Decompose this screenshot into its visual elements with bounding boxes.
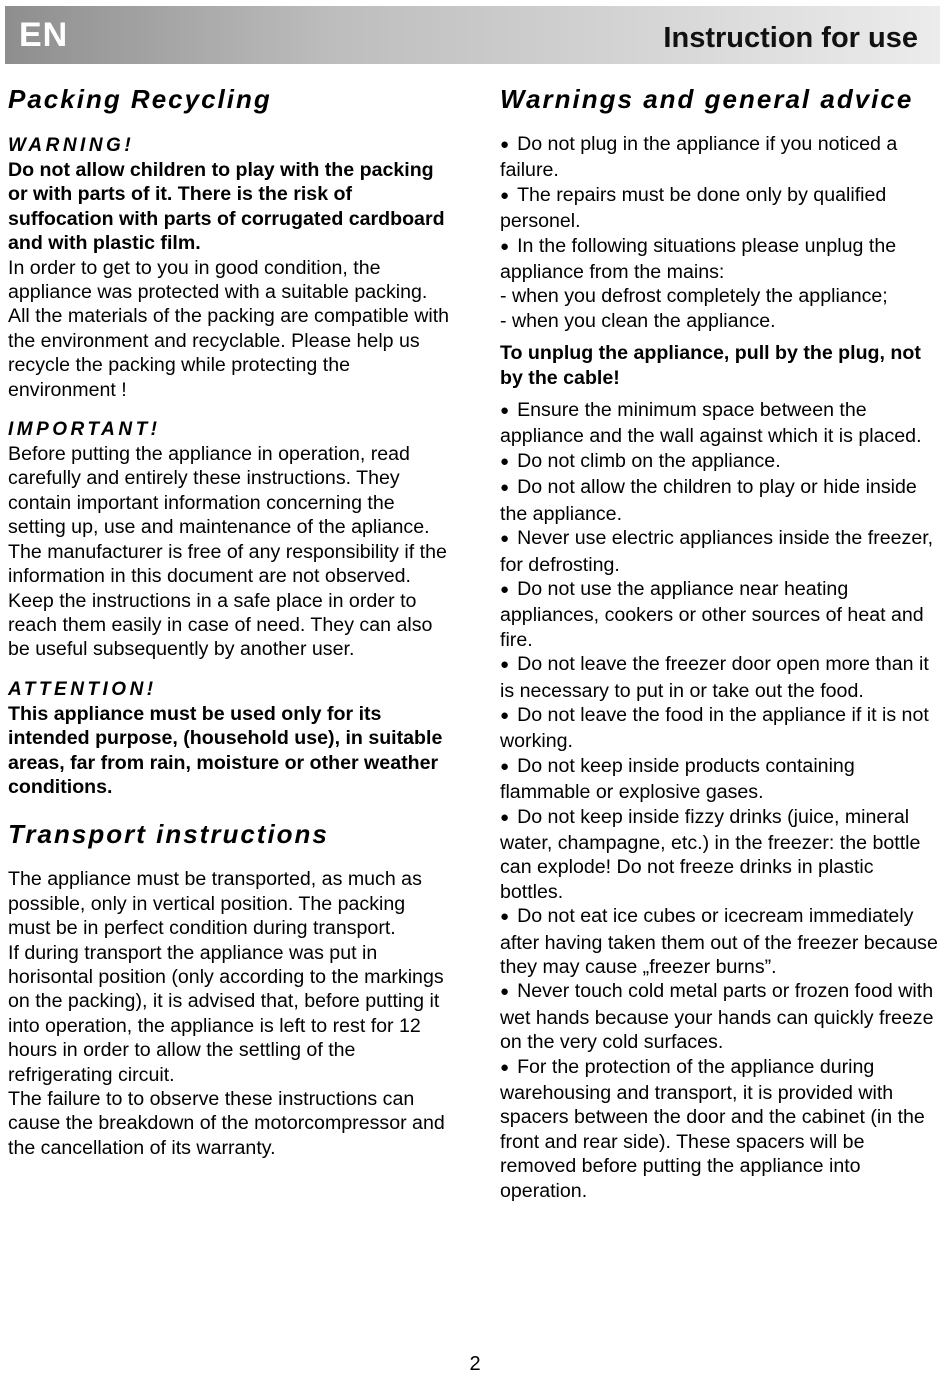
unplug-instruction: To unplug the appliance, pull by the plug, not by the cable! bbox=[500, 342, 921, 389]
warning-bullet: ● Do not climb on the appliance. bbox=[500, 449, 940, 475]
page-number: 2 bbox=[469, 1353, 481, 1375]
warning-bullet: ● Do not leave the food in the appliance if it is not working. bbox=[500, 703, 940, 754]
important-label: IMPORTANT! bbox=[8, 419, 161, 441]
attention-text: This appliance must be used only for its intended purpose, (household use), in suitable areas, far from rain, moisture or other weather conditions. bbox=[8, 702, 443, 798]
warning-bullet: ● The repairs must be done only by qualified personel. bbox=[500, 183, 940, 234]
warning-bullet: ● Do not plug in the appliance if you noticed a failure. bbox=[500, 132, 940, 183]
warning-bullet: ● Do not eat ice cubes or icecream immediately after having taken them out of the freezer because they may cause „freezer burns”. bbox=[500, 904, 940, 979]
warning-bullet: ● Do not use the appliance near heating appliances, cookers or other sources of heat and fire. bbox=[500, 577, 940, 652]
warning-bullet: ● For the protection of the appliance during warehousing and transport, it is provided with spacers between the door and the cabinet (in the front and rear side). These spacers will be removed before putting the appliance into operation. bbox=[500, 1055, 940, 1203]
warning-bullet: ● Do not keep inside products containing flammable or explosive gases. bbox=[500, 754, 940, 805]
transport-heading: Transport instructions bbox=[8, 819, 329, 850]
warning-bullet: ● Do not keep inside fizzy drinks (juice, mineral water, champagne, etc.) in the freezer: the bottle can explode! Do not freeze drinks in plastic bottles. bbox=[500, 805, 940, 905]
transport-paragraph-3: The failure to to observe these instructions can cause the breakdown of the motorcompressor and the cancellation of its warranty. bbox=[8, 1088, 445, 1159]
left-column bbox=[8, 80, 453, 1160]
page-header bbox=[5, 6, 940, 64]
warning-bullet: ● Do not allow the children to play or hide inside the appliance. bbox=[500, 475, 940, 526]
warnings-heading: Warnings and general advice bbox=[500, 84, 914, 114]
warning-text: Do not allow children to play with the packing or with parts of it. There is the risk of suffocation with parts of corrugated cardboard and with plastic film. bbox=[8, 159, 445, 255]
transport-paragraph-1: The appliance must be transported, as much as possible, only in vertical position. The packing must be in perfect condition during transport. bbox=[8, 868, 422, 940]
warning-dash-item: - when you defrost completely the appliance; bbox=[500, 285, 888, 308]
warning-bullet: ● In the following situations please unplug the appliance from the mains: bbox=[500, 234, 940, 285]
warning-label: WARNING! bbox=[8, 135, 135, 156]
attention-label: ATTENTION! bbox=[8, 678, 157, 700]
warning-bullet: ● Ensure the minimum space between the appliance and the wall against which it is placed. bbox=[500, 398, 940, 449]
transport-paragraph-2: If during transport the appliance was put in horisontal position (only according to the markings on the packing), it is advised that, before putting it into operation, the appliance is left to rest for 12 hours in order to allow the settling of the refrigerating circuit. bbox=[8, 941, 444, 1086]
warning-bullet: ● Never touch cold metal parts or frozen food with wet hands because your hands can quickly freeze on the very cold surfaces. bbox=[500, 979, 940, 1054]
language-code: EN bbox=[19, 16, 69, 54]
document-title: Instruction for use bbox=[663, 22, 918, 54]
packing-body: In order to get to you in good condition, the appliance was protected with a suitable packing. All the materials of the packing are compatible with the environment and recyclable. Please help us recycle the packing while protecting the environment ! bbox=[8, 256, 450, 401]
important-text-2: The manufacturer is free of any responsibility if the information in this document are not observed. Keep the instructions in a safe place in order to reach them easily in case of need. They can also be useful subsequently by another user. bbox=[8, 540, 447, 661]
packing-recycling-heading: Packing Recycling bbox=[8, 84, 272, 114]
right-column bbox=[500, 80, 940, 1203]
important-text-1: Before putting the appliance in operation, read carefully and entirely these instructions. They contain important information concerning the setting up, use and maintenance of the apliance. bbox=[8, 443, 430, 539]
warning-bullet: ● Never use electric appliances inside the freezer, for defrosting. bbox=[500, 526, 940, 577]
warning-bullet: ● Do not leave the freezer door open more than it is necessary to put in or take out the food. bbox=[500, 652, 940, 703]
warning-dash-item: - when you clean the appliance. bbox=[500, 309, 776, 332]
